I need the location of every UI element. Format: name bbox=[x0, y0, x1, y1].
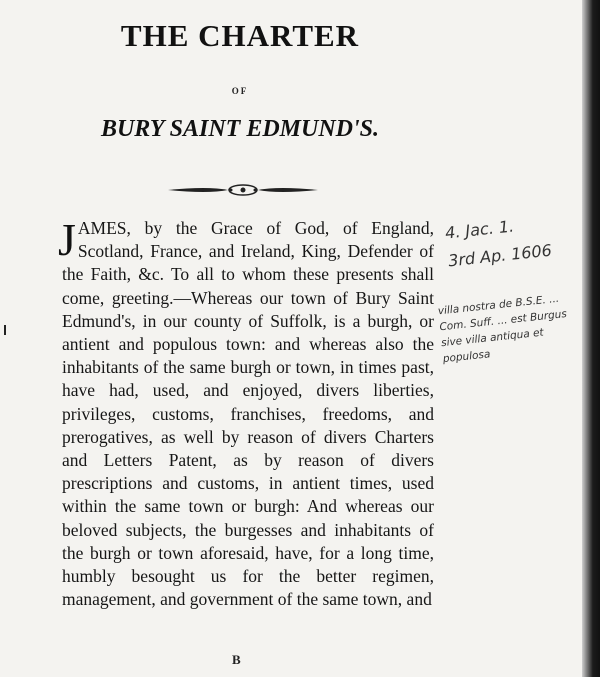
margin-note-latin: villa nostra de B.S.E. ... Com. Suff. ... est Burgus sive villa antiqua et populosa bbox=[437, 292, 568, 366]
body-paragraph: AMES, by the Grace of God, of England, Scotland, France, and Ireland, King, Defender of the Faith, &c. To all to whom these presents shall come, greeting.—Whereas our town of Bury Saint Edmund's, in our county of Suffolk, is a burgh, or antient and populous town: and whereas also the inhabitants of the same burgh or town, in times past, have had, used, and enjoyed, divers liberties, privileges, customs, franchises, freedoms, and prerogatives, as well by reason of divers Charters and Letters Patent, as by reason of divers prescriptions and customs, in antient times, used within the same town or burgh: And whereas our beloved subjects, the burgesses and inhabitants of the burgh or town aforesaid, have, for a long time, humbly besought us for the better regimen, management, and government of the same town, and bbox=[62, 218, 434, 610]
page-title: THE CHARTER bbox=[120, 18, 360, 53]
charter-body-text bbox=[58, 214, 434, 611]
margin-note-date-1: 4. Jac. 1. bbox=[444, 216, 515, 243]
title-connector: OF bbox=[231, 86, 249, 96]
ornamental-rule bbox=[168, 183, 318, 197]
page-edge-shadow bbox=[582, 0, 600, 677]
signature-mark: B bbox=[232, 652, 241, 667]
drop-cap: J bbox=[58, 214, 76, 265]
margin-note-date-2: 3rd Ap. 1606 bbox=[447, 240, 553, 271]
margin-tick-mark bbox=[4, 325, 6, 335]
page-subtitle: BURY SAINT EDMUND'S. bbox=[100, 116, 380, 142]
